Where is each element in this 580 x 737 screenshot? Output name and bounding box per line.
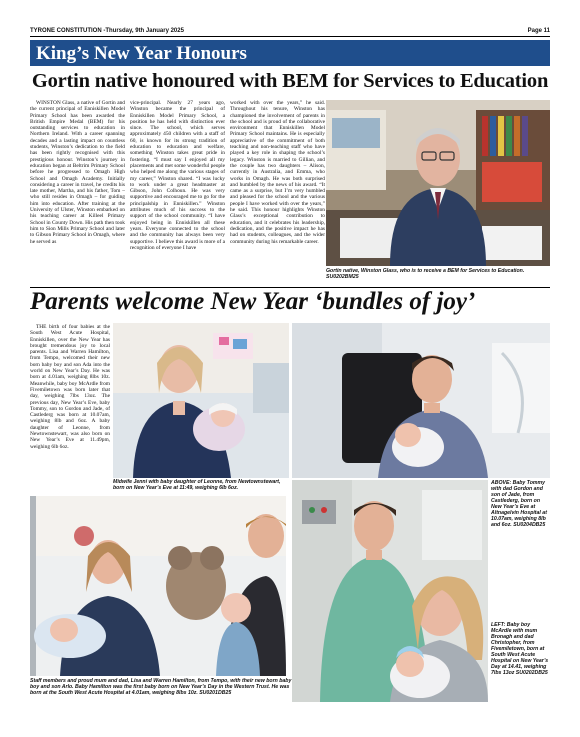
midwife-jenni-photo-art (113, 323, 289, 478)
midwife-jenni-caption: Midwife Jenni with baby daughter of Leonne, from Newtownstewart, born on New Year’s Eve at 11:49, weighing 6lb 6oz. (113, 479, 281, 491)
story1-column-2 (130, 100, 225, 282)
story1-column-3 (230, 100, 325, 282)
story1-col3-text: worked with over the years,” he said. Throughout his tenure, Winston has championed the involvement of parents in the school and is proud of the collaborative environment that Enniskillen Model Primary School maintains. He is especially appreciative of the commitment of both teaching and non-teaching staff who have played a key role in shaping the school’s legacy. Winston is married to Gillian, and the couple has two daughters – Alison, currently in Australia, and Emma, who works in Omagh. He was both surprised and humbled by the news of his award. “It came as a surprise, but I’m very humbled and pleased for the school and the various people I have worked with over the years,” he said. This honour highlights Winston Glass’s exceptional contribution to education, and it celebrates his leadership, dedication, and the positive impact he has had on students, colleagues, and the wider community during his remarkable career. (230, 100, 325, 245)
story2-headline: Parents welcome New Year ‘bundles of joy’ (30, 288, 476, 315)
winston-glass-caption: Gortin native, Winston Glass, who is to receive a BEM for Services to Education. SU0202BM25 (326, 268, 525, 280)
story1-headline: Gortin native honoured with BEM for Services to Education (31, 70, 549, 92)
mcardle-family-photo (292, 480, 488, 702)
mcardle-family-caption: LEFT: Baby boy McArdle with mum Bronagh and dad Christopher, from Fivemiletown, born at South West Acute Hospital on New Year’s Day at 14.41, weighing 7lbs 13oz SU0202DB25 (491, 622, 549, 676)
baby-tommy-photo (292, 323, 550, 478)
story1-col2-text: vice-principal. Nearly 27 years ago, Winston became the principal of Enniskillen Model Primary School, a position he has held with distinction ever since. The school, which serves approximately 450 children with a staff of 60, is known for its strong tradition of education to education and welfare, something Winston takes great pride in fostering. “I must say I enjoyed all my placements and met some wonderful people who helped me along the various stages of my career,” Winston shared. “I was lucky to work under a great headmaster at Gibson, John Colhoun. He was very supportive and encouraged me to go for the principalship in Enniskillen.” Winston attributes much of his success to the support of the school community. “I have enjoyed being in Enniskillen all these years. Everyone connected to the school and the community has always been very supportive. I believe this award is more of a recognition of everyone I have (130, 100, 225, 251)
story2-col1-text: THE birth of four babies at the South West Acute Hospital, Enniskillen, over the New Year has brought tremendous joy to local parents. Lisa and Warren Hamilton, from Tempo, welcomed their new born baby boy and son Ada into the world on New Year’s Day. He was born at 4.01am, weighing 8lbs 10z. Meanwhile, baby boy McArdle from Fivemiletown was born later that day, weighing 7lbs 13oz. The previous day, New Year’s Eve, baby Tommy, son to Gordon and Jade, of Castlederg was born at 10.07am, weighing 8lb and 6oz. A baby daughter of Leonne, from Newtownstewart, was also born on New Year’s Eve at 11.49pm, weighing 6lb 6oz. (30, 324, 110, 450)
story2-column-1 (30, 324, 110, 464)
hamilton-family-photo-art (30, 496, 286, 676)
section-title: King’s New Year Honours (36, 43, 247, 64)
midwife-jenni-photo (113, 323, 289, 478)
baby-tommy-photo-art (292, 323, 550, 478)
section-banner (30, 40, 550, 66)
page-number: Page 11 (527, 28, 550, 34)
mcardle-family-photo-art (292, 480, 488, 702)
baby-tommy-caption: ABOVE: Baby Tommy with dad Gordon and son of Jade, from Castlederg, born on New Year’s Eve at Altnagelvin Hospital at 10.07am, weighing 8lb and 6oz. SU0204DB25 (491, 480, 547, 528)
winston-glass-photo-art (326, 100, 550, 266)
paper-dateline: TYRONE CONSTITUTION -Thursday, 9th January 2025 (30, 28, 184, 34)
hamilton-family-caption: Staff members and proud mum and dad, Lisa and Warren Hamilton, from Tempo, with their new born baby boy and son Arlo. Baby Hamilton was the first baby born on New Year’s Day in the Western Trust. He was born at the South West Acute Hospital at 4.01am, weighing 8lbs 10z. SU0201DB25 (30, 678, 292, 696)
story1-column-1 (30, 100, 125, 282)
winston-glass-photo (326, 100, 550, 266)
masthead-rule (30, 36, 550, 37)
hamilton-family-photo (30, 496, 286, 676)
story1-col1-text: WINSTON Glass, a native of Gortin and the current principal of Enniskillen Model Primary School has been awarded the British Empire Medal (BEM) for his outstanding services to education in Northern Ireland. With a career spanning decades and a lasting impact on countless students, Winston’s dedication to the field has been rightly recognised with this prestigious honour. Winston’s journey in education began at Beltrim Primary School before he progressed to Omagh High School and Omagh Academy. Initially considering a career in travel, he credits his late mother, Martha, and his father, Tom – who still resides in Omagh – for guiding him into education. After training at the University of Ulster, Winston embarked on his teaching career at Killeel Primary School in County Down. His path then took him to Sion Mills Primary School and later to Gibson Primary School in Omagh, where he served as (30, 100, 125, 245)
